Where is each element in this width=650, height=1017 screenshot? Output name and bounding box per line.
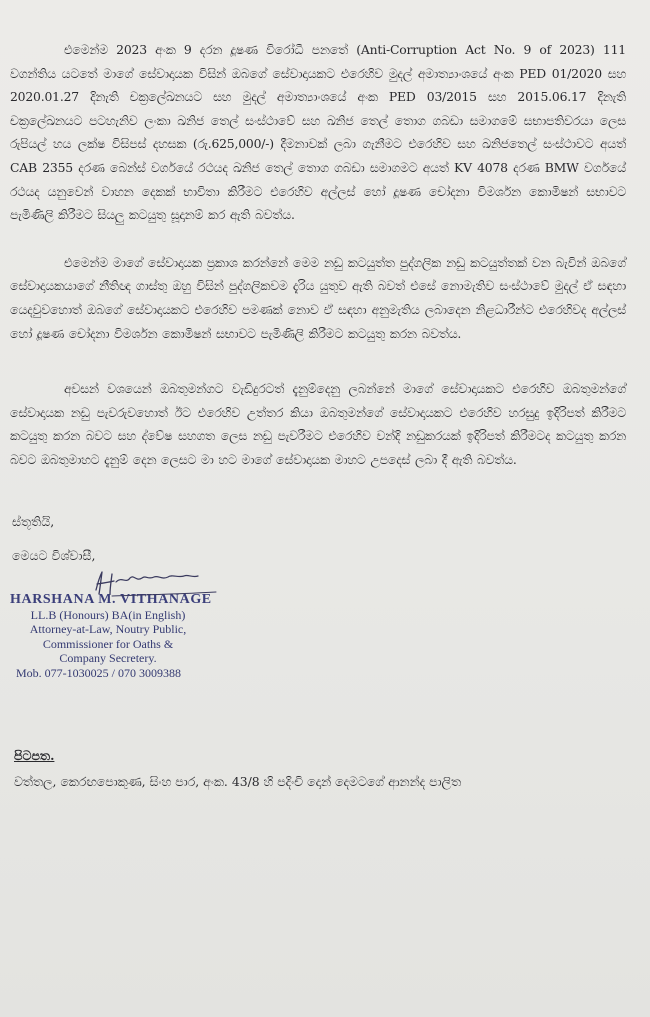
paragraph-3-text: අවසන් වශයෙන් ඔබතුමන්ගට වැඩිදුරටත් දැනුම්දෙනු ලබන්නේ මාගේ සේවාදායකට එරෙහිව ඔබතුමන්ගේ සේවාදායක නඩු පැවරුවහොත් ඊට එරෙහිව උත්තර කියා ඔබතුමන්ගේ සේවාදායකට එරෙහිව හරසුදු ඉදිරිපත් කිරීමට කටයුතු කරන බවට සහ ද්වේෂ සහගත ලෙස නඩු පැවරීමට එරෙහිව වන්දි නඩුකරයක් ඉදිරිපත් කිරීමටද කටයුතු කරන බවට ඔබතුමාහට දැනුම් දෙන ලෙසට මා හට මාගේ සේවාදායක මාහට උපදෙස් ලබා දී ඇති බවත්ය. <box>10 381 626 467</box>
handwritten-signature-icon <box>92 568 222 598</box>
closing-thanks: ස්තූතියි, <box>12 513 55 529</box>
copy-section <box>14 748 626 790</box>
signer-secretary: Company Secretery. <box>59 651 157 665</box>
paragraph-2-text: එමෙන්ම මාගේ සේවාදායක ප්‍රකාශ කරන්නේ මෙම නඩු කටයුත්ත පුද්ගලික නඩු කටයුත්තක් වන බැවින් ඔබගේ සේවාදායකයාගේ නීතිඥ ගාස්තු ඔහු විසින් පුද්ගලිකවම දැරිය යුතුව ඇති බවත් එසේ නොමැතිව සංස්ථාවේ මුදල් ඒ සඳහා යෙදවුවහොත් ඔබගේ සේවාදායකට එරෙහිව පමණක් නොව ඒ සඳහා අනුමැතිය ලබාදෙන නිළධාරීන්ට එරෙහිවද අල්ලස් හෝ දූෂණ චෝදනා විමර්ශන කොමිෂන් සභාවට පැමිණිලි කිරීමට කටයුතු කරන බවත්ය. <box>10 254 626 341</box>
paragraph-1 <box>10 38 626 227</box>
signer-mobile: Mob. 077-1030025 / 070 3009388 <box>16 665 181 680</box>
paragraph-2 <box>10 251 626 345</box>
copy-label: පිටපත. <box>14 748 55 763</box>
signoff-faithfully: මෙයට විශ්වාසී, <box>12 547 96 563</box>
signer-commission: Commissioner for Oaths & <box>42 636 174 651</box>
signer-title: Attorney-at-Law, Noutry Public, <box>29 622 187 636</box>
signer-stamp <box>10 592 626 681</box>
signer-name: HARSHANA M. VITHANAGE <box>10 591 212 607</box>
signer-qualification: LL.B (Honours) BA(in English) <box>30 607 186 622</box>
copy-recipient: වත්තල, කෙරඟපොකුණ, සිංහ පාර, අංක. 43/8 හි පදිංචි දොන් දෙමටගේ ආනන්ද පාලිත <box>14 774 462 789</box>
paragraph-1-text: එමෙන්ම 2023 අංක 9 දරන දූෂණ විරෝධී පනතේ (Anti-Corruption Act No. 9 of 2023) 111 වගන්තිය යටතේ මාගේ සේවාදායක විසින් ඔබගේ සේවාදායකට එරෙහිව මුදල් අමාත්‍යාංශයේ අංක PED 01/2020 සහ 2020.01.27 දිනැති චක්‍රලේඛනයට සහ මුදල් අමාත්‍යාංශයේ අංක PED 03/2015 සහ 2015.06.17 දිනැති චක්‍රලේඛනයට පටහැනිව ලංකා ඛනිජ තෙල් සංස්ථාවේ සහ ඛනිජ තෙල් තොග ගබඩා සමාගමේ සභාපතිවරයා ලෙස රුපියල් හය ලක්ෂ විසිපස් දහසක (රු.625,000/-) දීමනාවක් ලබා ගැනීමට එරෙහිව සහ ඛනිජතෙල් සංස්ථාවට අයත් CAB 2355 දරණ බෙන්ස් වර්ගයේ රථයද ඛනිජ තෙල් තොග ගබඩා සමාගමට අයත් KV 4078 දරණ BMW වර්ගයේ රථයද යනුවෙන් වාහන දෙකක් භාවිතා කිරීමට එරෙහිව අල්ලස් හෝ දූෂණ චෝදනා විමර්ශන කොමිෂන් සභාවට පැමිණිලි කිරීමට සියලු කටයුතු සූදානම් කර ඇති බවත්ය. <box>10 42 626 223</box>
paragraph-3 <box>10 377 626 471</box>
